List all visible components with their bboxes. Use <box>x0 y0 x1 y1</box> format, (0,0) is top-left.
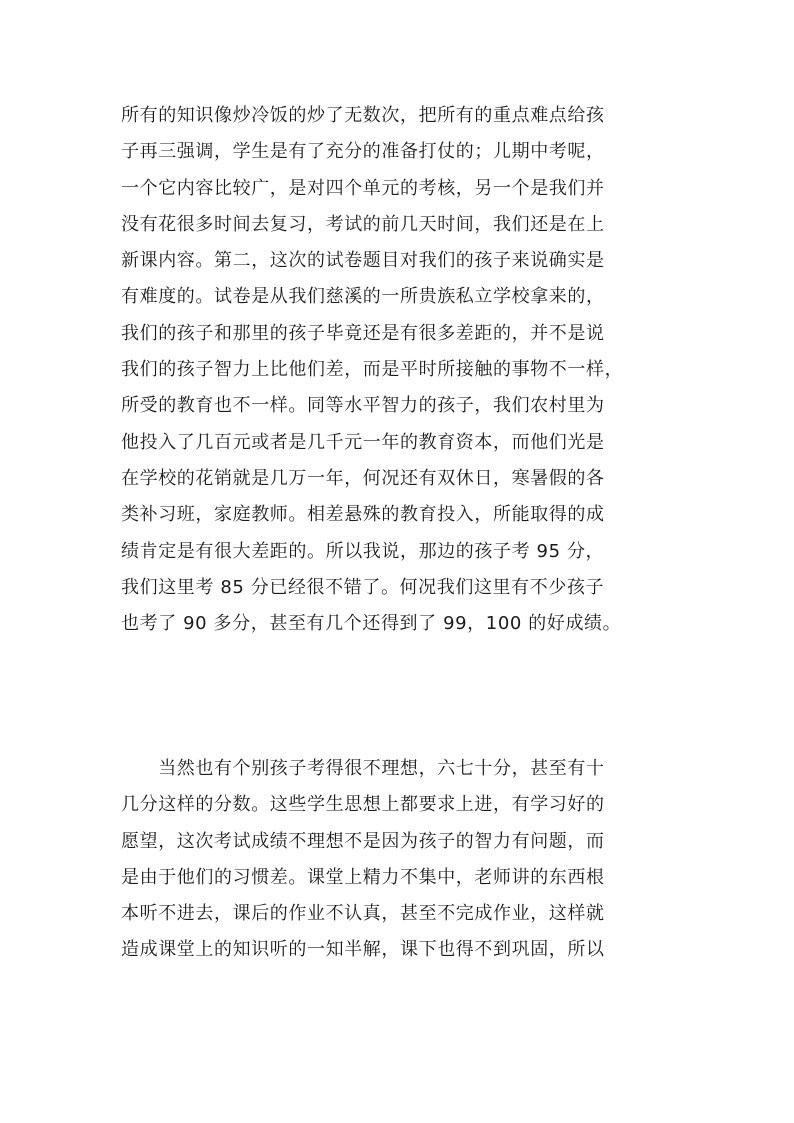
text-line: 没有花很多时间去复习，考试的前几天时间，我们还是在上 <box>121 213 605 235</box>
text-line: 几分这样的分数。这些学生思想上都要求上进，有学习好的 <box>121 794 605 816</box>
text-line: 当然也有个别孩子考得很不理想，六七十分，甚至有十 <box>121 758 605 779</box>
text-line: 我们的孩子和那里的孩子毕竟还是有很多差距的，并不是说 <box>121 322 605 344</box>
paragraph-1 <box>121 98 681 642</box>
text-line: 一个它内容比较广，是对四个单元的考核，另一个是我们并 <box>121 177 605 199</box>
text-line: 是由于他们的习惯差。课堂上精力不集中，老师讲的东西根 <box>121 866 605 888</box>
text-line: 绩肯定是有很大差距的。所以我说，那边的孩子考 95 分， <box>121 540 605 562</box>
text-line: 有难度的。试卷是从我们慈溪的一所贵族私立学校拿来的， <box>121 286 605 308</box>
text-line: 造成课堂上的知识听的一知半解，课下也得不到巩固，所以 <box>121 939 605 961</box>
text-line: 类补习班，家庭教师。相差悬殊的教育投入，所能取得的成 <box>121 504 605 526</box>
text-line: 他投入了几百元或者是几千元一年的教育资本，而他们光是 <box>121 431 605 453</box>
text-line: 本听不进去，课后的作业不认真，甚至不完成作业，这样就 <box>121 903 605 925</box>
text-line: 我们这里考 85 分已经很不错了。何况我们这里有不少孩子 <box>121 576 605 598</box>
text-line: 我们的孩子智力上比他们差，而是平时所接触的事物不一样， <box>121 359 624 381</box>
text-line: 也考了 90 多分，甚至有几个还得到了 99，100 的好成绩。 <box>121 613 622 635</box>
text-line: 在学校的花销就是几万一年，何况还有双休日，寒暑假的各 <box>121 467 605 489</box>
text-line: 所有的知识像炒冷饭的炒了无数次，把所有的重点难点给孩 <box>121 105 605 126</box>
text-line: 所受的教育也不一样。同等水平智力的孩子，我们农村里为 <box>121 395 605 417</box>
text-line: 新课内容。第二，这次的试卷题目对我们的孩子来说确实是 <box>121 250 605 272</box>
text-line: 子再三强调，学生是有了充分的准备打仗的；儿期中考呢， <box>121 141 605 163</box>
text-line: 愿望，这次考试成绩不理想不是因为孩子的智力有问题，而 <box>121 830 605 852</box>
paragraph-2 <box>121 751 681 969</box>
